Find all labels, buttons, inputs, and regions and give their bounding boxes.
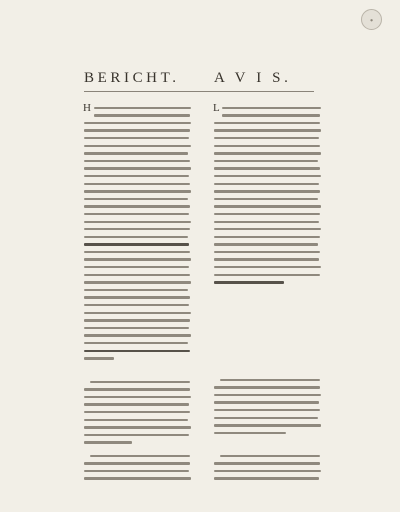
dutch-paragraph-3 bbox=[84, 452, 191, 482]
french-paragraph-2 bbox=[214, 376, 321, 437]
library-stamp-icon: ● bbox=[361, 9, 382, 30]
french-paragraph-1 bbox=[214, 104, 321, 286]
dutch-signature bbox=[84, 362, 85, 363]
title-french: A V I S. bbox=[214, 70, 292, 86]
dutch-paragraph-2 bbox=[84, 378, 191, 446]
dropcap: H bbox=[83, 102, 91, 114]
dutch-paragraph-1 bbox=[84, 104, 191, 362]
title-dutch: BERICHT. bbox=[84, 70, 180, 86]
french-signature bbox=[214, 286, 215, 287]
title-rule bbox=[84, 91, 314, 92]
french-paragraph-3 bbox=[214, 452, 321, 482]
dropcap: L bbox=[213, 102, 220, 114]
dutch-closing bbox=[84, 362, 85, 363]
